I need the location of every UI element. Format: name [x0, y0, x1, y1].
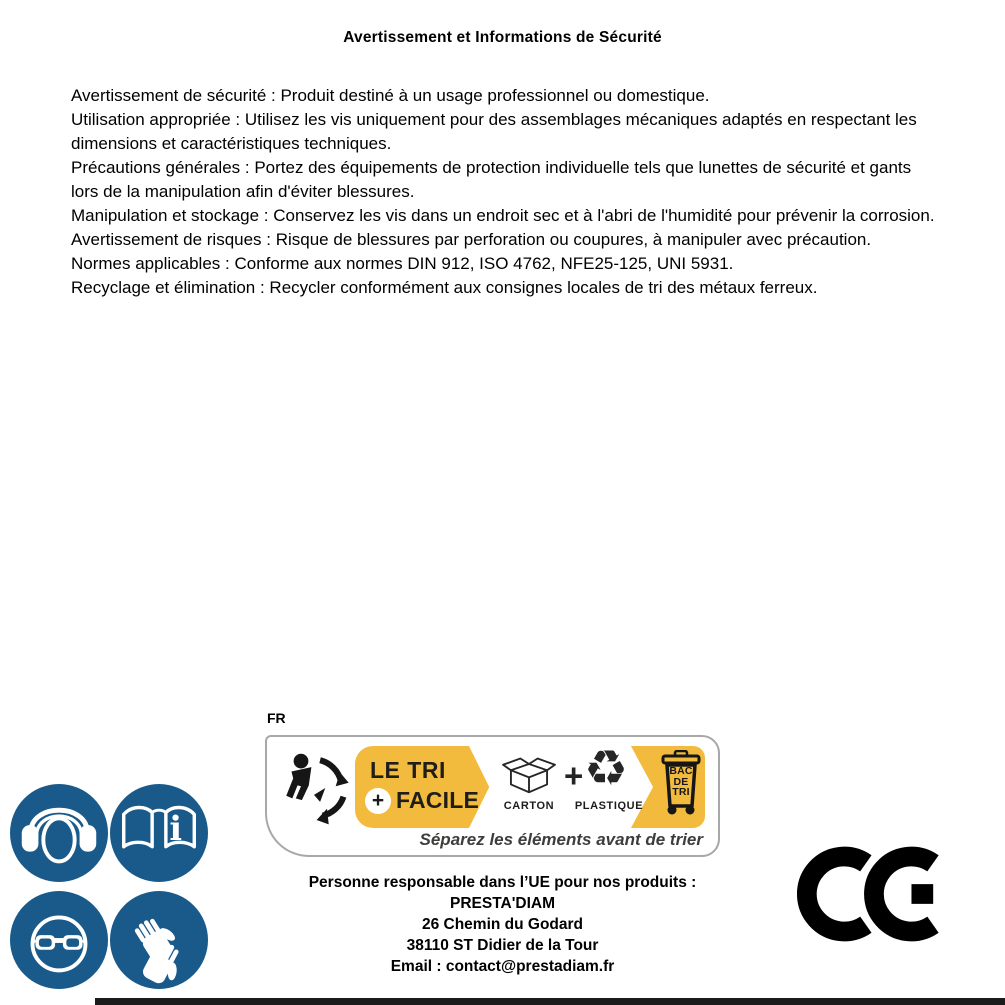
plastic-recycling-icon: ♻ [584, 742, 628, 796]
ear-protection-icon [10, 784, 108, 882]
bac-line: BAC [669, 765, 693, 777]
le-tri-text: LE TRI [370, 757, 446, 783]
facile-row [365, 787, 479, 814]
body-paragraph: Recyclage et élimination : Recycler conformément aux consignes locales de tri des métaux ferreux. [71, 278, 818, 297]
safety-text-block [71, 84, 943, 300]
body-paragraph: Normes applicables : Conforme aux normes DIN 912, ISO 4762, NFE25-125, UNI 5931. [71, 254, 734, 273]
body-paragraph: Utilisation appropriée : Utilisez les vis uniquement pour des assemblages mécaniques adaptés en respectant les dimensions et caractéristiques techniques. [71, 110, 917, 153]
address-line: 38110 ST Didier de la Tour [406, 937, 599, 954]
recycling-sorting-label [265, 735, 720, 857]
triman-icon [275, 743, 353, 839]
sorting-tagline: Séparez les éléments avant de trier [419, 830, 703, 849]
bac-de-tri-text [659, 766, 703, 798]
responsible-person-block [230, 872, 775, 977]
carton-box-icon [501, 753, 557, 797]
body-paragraph: Avertissement de risques : Risque de blessures par perforation ou coupures, à manipuler avec précaution. [71, 230, 872, 249]
address-line: Email : contact@prestadiam.fr [390, 958, 615, 975]
svg-text:i: i [169, 808, 182, 848]
address-line: Personne responsable dans l’UE pour nos produits : [308, 874, 697, 891]
protective-gloves-icon [110, 891, 208, 989]
plus-separator: + [564, 757, 584, 794]
bac-line: TRI [672, 786, 690, 798]
body-paragraph: Avertissement de sécurité : Produit destiné à un usage professionnel ou domestique. [71, 86, 710, 105]
address-line: PRESTA'DIAM [449, 895, 555, 912]
country-code-label: FR [267, 710, 286, 726]
bac-line: DE [673, 775, 689, 788]
facile-text: FACILE [396, 787, 479, 813]
plastique-label: PLASTIQUE [574, 800, 644, 812]
carton-label: CARTON [503, 800, 555, 812]
read-manual-icon [110, 784, 208, 882]
address-line: 26 Chemin du Godard [421, 916, 584, 933]
body-paragraph: Précautions générales : Portez des équipements de protection individuelle tels que lunettes de sécurité et gants lors de la manipulation afin d'éviter blessures. [71, 158, 912, 201]
page-title: Avertissement et Informations de Sécurité [343, 29, 662, 46]
bottom-crop-bar [95, 998, 1005, 1005]
eye-protection-icon [10, 891, 108, 989]
body-paragraph: Manipulation et stockage : Conservez les vis dans un endroit sec et à l'abri de l'humidité pour prévenir la corrosion. [71, 206, 935, 225]
plus-circle-icon: + [365, 788, 391, 814]
ce-mark-icon [797, 843, 947, 945]
